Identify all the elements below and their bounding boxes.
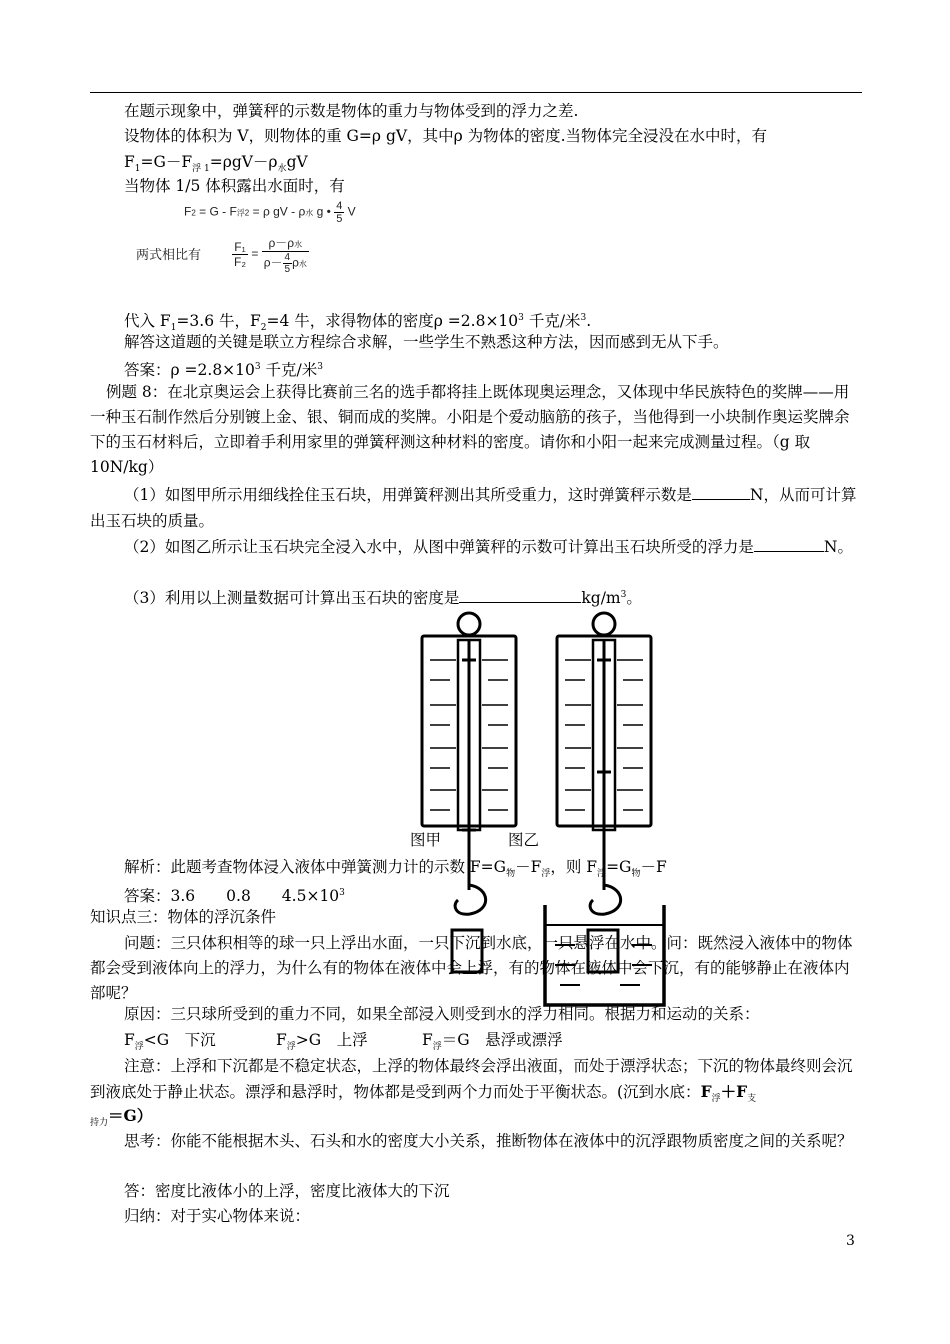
knowledge-point-3: 知识点三：物体的浮沉条件 [90,908,277,926]
text-line: 解答这道题的关键是联立方程综合求解，一些学生不熟悉这种方法，因而感到无从下手。 [124,333,729,351]
sink-condition: $F_浮<G$ 下沉 [124,1031,216,1052]
text-line: 当物体 1/5 体积露出水面时，有 [124,177,345,195]
summary-line: 归纳：对于实心物体来说： [124,1207,311,1225]
text-line: 设物体的体积为 V，则物体的重 G=ρ gV，其中ρ 为物体的密度.当物体完全浸没在水中时，有 [124,127,768,145]
answer-line: 答：密度比液体小的上浮，密度比液体大的下沉 [124,1182,450,1200]
analysis-line: 解析：此题考查物体浸入液体中弹簧测力计的示数 $F=G_物-F_浮$，则 $F_浮=G_物-F$ [124,858,667,879]
example-8: 例题 8：在北京奥运会上获得比赛前三名的选手都将挂上既体现奥运理念，又体现中华民族特色的奖牌——用一种玉石制作然后分别镀上金、银、铜而成的奖牌。小阳是个爱动脑筋的孩子，当他得到一小块制作奥运奖牌余下的玉石材料后，立即着手利用家里的弹簧秤测这种材料的密度。请你和小阳一起来完成测量过程。（g 取 10N/kg） [90,383,850,476]
formula-f2: F2 = G - F浮2 = ρ gV - ρ水 g • $\frac{4}{5}$ V [184,200,356,225]
rise-condition: $F_浮>G$ 上浮 [276,1031,368,1052]
reason-line: 原因：三只球所受到的重力不同，如果全部浸入则受到水的浮力相同。根据力和运动的关系： [124,1005,760,1023]
question-1: （1）如图甲所示用细线拴住玉石块，用弹簧秤测出其所受重力，这时弹簧秤示数是 N，从而可计算出玉石块的质量。 [90,486,857,530]
note-paragraph: 注意：上浮和下沉都是不稳定状态，上浮的物体最终会浮出液面，而处于漂浮状态；下沉的物体最终则会沉到液底处于静止状态。漂浮和悬浮时，物体都是受到两个力而处于平衡状态。(沉到水底：$F_浮+F_支$ [90,1057,853,1104]
text-line: 代入 $F_1=3.6$ 牛，$F_2=4$ 牛，求得物体的密度$\rho =2.8\times 10^3$ 千克/米$^3$. [124,312,592,333]
text-line: 在题示现象中，弹簧秤的示数是物体的重力与物体受到的浮力之差. [124,102,579,120]
figure-label-b: 图乙 [508,831,540,849]
question-text: 问题：三只体积相等的球一只上浮出水面，一只下沉到水底，一只悬浮在水中。问：既然浸入液体中的物体都会受到液体向上的浮力，为什么有的物体在液体中会上浮，有的物体在液体中会下沉，有的能够静止在液体内部呢？ [90,934,853,1002]
page-number: 3 [846,1233,855,1249]
float-condition: $F_浮=G$ 悬浮或漂浮 [422,1031,563,1052]
answer-line: 答案：$\rho =2.8\times 10^3$ 千克/米$^3$ [124,361,324,379]
answer-line: 答案：3.6 0.8 $4.5\times 10^3$ [124,887,345,905]
figure-label-a: 图甲 [410,831,442,849]
note-tail: $_{持力}$＝G） [90,1106,153,1128]
question-3: （3）利用以上测量数据可计算出玉石块的密度是 $kg/m^3$。 [124,589,642,607]
formula-line: $F_1=G-F_{浮 1}=\rho gV-\rho_水gV$ [124,153,308,174]
ratio-label: 两式相比有 [136,247,202,262]
question-2: （2）如图乙所示让玉石块完全浸入水中，从图中弹簧秤的示数可计算出玉石块所受的浮力是 N。 [124,538,853,556]
think-paragraph: 思考：你能不能根据木头、石头和水的密度大小关系，推断物体在液体中的沉浮跟物质密度之间的关系呢？ [124,1132,853,1150]
formula-ratio: $\frac{\text{F₁}}{\text{F₂}}$ = ρ－ρ水 ρ－ $\frac{4}{5}$ ρ水 [234,236,307,275]
